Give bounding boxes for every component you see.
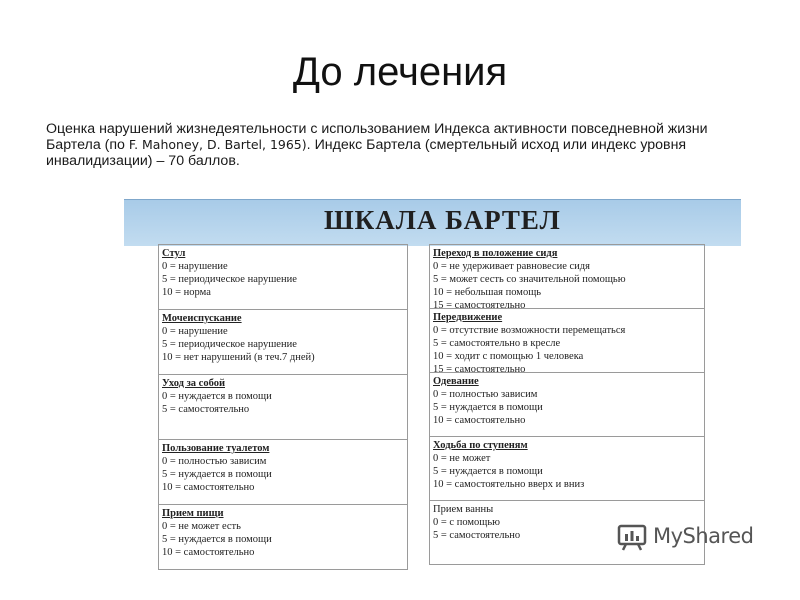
scale-block-line: 5 = периодическое нарушение xyxy=(162,274,297,285)
scale-block-line: 5 = нуждается в помощи xyxy=(433,402,543,413)
scale-block xyxy=(158,440,408,505)
scale-block-line: 5 = нуждается в помощи xyxy=(162,469,272,480)
scale-block-line: 5 = может сесть со значительной помощью xyxy=(433,274,626,285)
watermark-text: MyShared xyxy=(653,524,754,548)
scale-left-column xyxy=(158,244,408,570)
scale-block-heading: Стул xyxy=(162,248,186,259)
scale-block-line: 5 = самостоятельно xyxy=(162,404,250,415)
intro-paragraph xyxy=(46,121,761,169)
myshared-logo-icon xyxy=(617,523,647,551)
scale-block-line: 0 = нуждается в помощи xyxy=(162,391,272,402)
scale-block-line: 15 = самостоятельно xyxy=(433,364,526,375)
scale-block xyxy=(158,310,408,375)
scale-block-line: 0 = не удерживает равновесие сидя xyxy=(433,261,590,272)
scale-block-line: 0 = полностью зависим xyxy=(162,456,267,467)
scale-block-heading: Переход в положение сидя xyxy=(433,248,558,259)
scale-banner xyxy=(124,199,741,246)
scale-block-line: 5 = периодическое нарушение xyxy=(162,339,297,350)
scale-block-line: 10 = самостоятельно xyxy=(433,415,526,426)
scale-block-line: 15 = самостоятельно xyxy=(433,300,526,311)
scale-block-heading: Ходьба по ступеням xyxy=(433,440,528,451)
scale-block-line: 10 = самостоятельно xyxy=(162,482,255,493)
scale-block-heading: Передвижение xyxy=(433,312,503,323)
scale-block-line: 0 = нарушение xyxy=(162,326,228,337)
slide-title: До лечения xyxy=(292,50,508,94)
scale-block xyxy=(158,375,408,440)
scale-title: ШКАЛА БАРТЕЛ xyxy=(324,205,561,235)
scale-block-heading: Одевание xyxy=(433,376,479,387)
myshared-watermark xyxy=(617,521,767,555)
scale-block-line: 5 = нуждается в помощи xyxy=(433,466,543,477)
scale-block xyxy=(158,505,408,570)
barthel-scale-image xyxy=(124,199,741,563)
scale-block-line: 10 = норма xyxy=(162,287,211,298)
scale-block-line: 10 = самостоятельно вверх и вниз xyxy=(433,479,585,490)
scale-block-line: 0 = с помощью xyxy=(433,517,500,528)
scale-block-heading: Прием пищи xyxy=(162,508,224,519)
scale-block-line: 5 = самостоятельно xyxy=(433,530,521,541)
intro-text-part2: Индекс Бартела (смертельный исход или индекс уровня инвалидизации) – 70 баллов. xyxy=(46,137,687,169)
scale-block-line: Прием ванны xyxy=(433,504,494,515)
scale-right-column xyxy=(429,244,705,565)
intro-text-part1: Оценка нарушений жизнедеятельности с использованием Индекса активности повседневной жизни Бартела (по xyxy=(46,121,708,153)
scale-block-line: 0 = не может есть xyxy=(162,521,241,532)
scale-block xyxy=(429,437,705,501)
scale-block-line: 10 = небольшая помощь xyxy=(433,287,542,298)
scale-block-line: 0 = отсутствие возможности перемещаться xyxy=(433,325,626,336)
scale-block-line: 0 = нарушение xyxy=(162,261,228,272)
scale-block xyxy=(158,244,408,310)
scale-block-line: 5 = самостоятельно в кресле xyxy=(433,338,561,349)
scale-block-line: 10 = самостоятельно xyxy=(162,547,255,558)
scale-block-line: 0 = полностью зависим xyxy=(433,389,538,400)
scale-block-heading: Уход за собой xyxy=(162,378,225,389)
scale-block-heading: Пользование туалетом xyxy=(162,443,270,454)
scale-block-line: 10 = ходит с помощью 1 человека xyxy=(433,351,584,362)
scale-block xyxy=(429,309,705,373)
scale-block-line: 5 = нуждается в помощи xyxy=(162,534,272,545)
scale-block-line: 10 = нет нарушений (в теч.7 дней) xyxy=(162,352,315,363)
scale-block-line: 0 = не может xyxy=(433,453,491,464)
scale-block-heading: Мочеиспускание xyxy=(162,313,242,324)
scale-block xyxy=(429,373,705,437)
intro-reference: F. Mahoney, D. Bartel, 1965). xyxy=(128,137,311,152)
scale-block xyxy=(429,244,705,309)
